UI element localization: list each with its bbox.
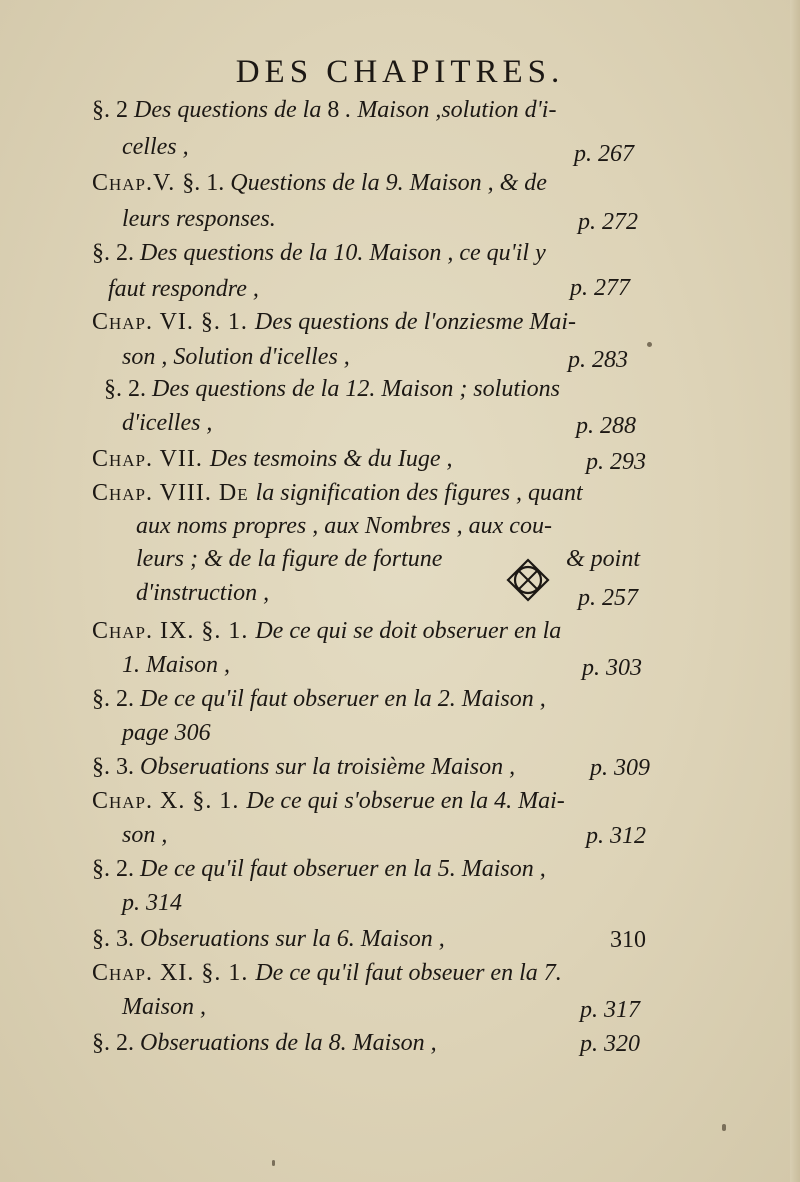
page-reference: p. 272 — [578, 209, 638, 235]
entry-title: Obseruations sur la troisième Maison , — [140, 754, 516, 780]
section-marker: §. 2. — [92, 1030, 140, 1056]
page-reference: p. 303 — [582, 655, 642, 681]
toc-entry-line — [122, 652, 230, 677]
toc-entry-line — [92, 926, 445, 951]
chapter-label: Chap.V. — [92, 170, 183, 196]
section-marker: §. 3. — [92, 754, 140, 780]
entry-title: Questions de la 9. Maison , & de — [230, 170, 547, 196]
chapter-label: Chap. IX. §. 1. — [92, 618, 256, 644]
toc-entry-line — [122, 890, 182, 915]
page-header: DES CHAPITRES. — [235, 54, 565, 90]
toc-entry-line — [136, 580, 269, 605]
toc-entry-line — [104, 376, 560, 401]
entry-title-cont: page 306 — [122, 720, 211, 746]
section-marker: §. 2. — [92, 856, 140, 882]
entry-title: Des questions de la 10. Maison , ce qu'il y — [140, 240, 546, 266]
entry-title-cont: faut respondre , — [108, 276, 259, 302]
page-reference: p. 283 — [568, 347, 628, 373]
toc-entry-line — [92, 856, 546, 881]
entry-title-cont: & point — [566, 546, 641, 572]
page-reference: p. 277 — [570, 275, 630, 301]
page-reference: p. 257 — [578, 585, 638, 611]
section-marker: §. 2. — [92, 240, 140, 266]
toc-entry-line — [92, 1030, 437, 1055]
entry-title: Des questions de la — [134, 97, 328, 123]
toc-entry-line — [92, 686, 546, 711]
toc-entry-line — [92, 240, 546, 265]
page-reference: p. 293 — [586, 449, 646, 475]
entry-title: De ce qu'il faut obseruer en la 2. Maison , — [140, 686, 546, 712]
entry-title-cont: son , Solution d'icelles , — [122, 344, 350, 370]
toc-entry-line — [566, 546, 640, 571]
toc-entry-line — [108, 276, 259, 301]
entry-title: De ce qu'il faut obseuer en la 7. — [255, 960, 562, 986]
entry-title-cont: celles , — [122, 134, 189, 160]
page-reference: p. 267 — [574, 141, 634, 167]
entry-title-cont: 1. Maison , — [122, 652, 230, 678]
toc-entry-line — [92, 309, 576, 334]
page-reference: p. 288 — [576, 413, 636, 439]
toc-entry-line — [92, 97, 556, 122]
chapter-label: Chap. VII. — [92, 446, 210, 472]
toc-entry-line — [122, 206, 276, 231]
toc-entry-line — [122, 134, 189, 159]
toc-entry-line — [92, 618, 561, 643]
entry-number: 8 — [327, 97, 346, 123]
toc-entry-line — [122, 410, 212, 435]
paper-speck — [722, 1124, 726, 1131]
toc-entry-line — [122, 822, 167, 847]
entry-title: Des questions de l'onziesme Mai- — [254, 309, 577, 335]
entry-title: Obseruations sur la 6. Maison , — [140, 926, 445, 952]
page-reference: p. 317 — [580, 997, 640, 1023]
section-marker: §. 2. — [92, 686, 140, 712]
entry-title: la signification des figures , quant — [255, 480, 583, 506]
entry-title-cont: aux noms propres , aux Nombres , aux cou- — [136, 513, 552, 539]
chapter-label: Chap. X. §. 1. — [92, 788, 247, 814]
page-reference: p. 309 — [590, 755, 650, 781]
page-reference: p. 312 — [586, 823, 646, 849]
page-reference: p. 320 — [580, 1031, 640, 1057]
toc-entry-line — [136, 513, 552, 538]
toc-entry-line — [92, 754, 515, 779]
entry-title: De ce qui s'obserue en la 4. Mai- — [246, 788, 565, 814]
section-marker: §. 2 — [92, 97, 134, 123]
paper-speck — [647, 342, 652, 347]
chapter-label: Chap. XI. §. 1. — [92, 960, 256, 986]
chapter-label: Chap. VIII. De — [92, 480, 256, 506]
fortune-symbol-icon — [504, 556, 552, 604]
entry-title: De ce qu'il faut obseruer en la 5. Maison , — [140, 856, 546, 882]
entry-title-cont: son , — [122, 822, 168, 848]
toc-entry-line — [92, 788, 565, 813]
entry-title: Obseruations de la 8. Maison , — [140, 1030, 437, 1056]
toc-entry-line — [92, 480, 583, 505]
chapter-label: Chap. VI. §. 1. — [92, 309, 255, 335]
toc-entry-line — [122, 994, 206, 1019]
toc-entry-line — [92, 960, 562, 985]
page-reference: 310 — [610, 927, 646, 953]
entry-title-cont: . Maison ,solution d'i- — [345, 97, 557, 123]
paper-speck — [272, 1160, 275, 1166]
toc-entry-line — [92, 170, 547, 195]
entry-title-cont: d'icelles , — [122, 410, 213, 436]
entry-title-cont: leurs ; & de la figure de fortune — [136, 546, 443, 572]
section-marker: §. 1. — [182, 170, 231, 196]
toc-entry-line — [136, 546, 442, 571]
section-marker: §. 3. — [92, 926, 140, 952]
section-marker: §. 2. — [104, 376, 152, 402]
entry-title-cont: Maison , — [122, 994, 206, 1020]
page-edge — [790, 0, 800, 1182]
toc-entry-line — [122, 344, 350, 369]
entry-title-cont: p. 314 — [122, 890, 182, 916]
entry-title: Des questions de la 12. Maison ; solutions — [152, 376, 560, 402]
entry-title-cont: d'instruction , — [136, 580, 270, 606]
entry-title: Des tesmoins & du Iuge , — [209, 446, 453, 472]
toc-entry-line — [122, 720, 211, 745]
entry-title-cont: leurs responses. — [122, 206, 276, 232]
toc-entry-line — [92, 446, 453, 471]
entry-title: De ce qui se doit obseruer en la — [255, 618, 562, 644]
